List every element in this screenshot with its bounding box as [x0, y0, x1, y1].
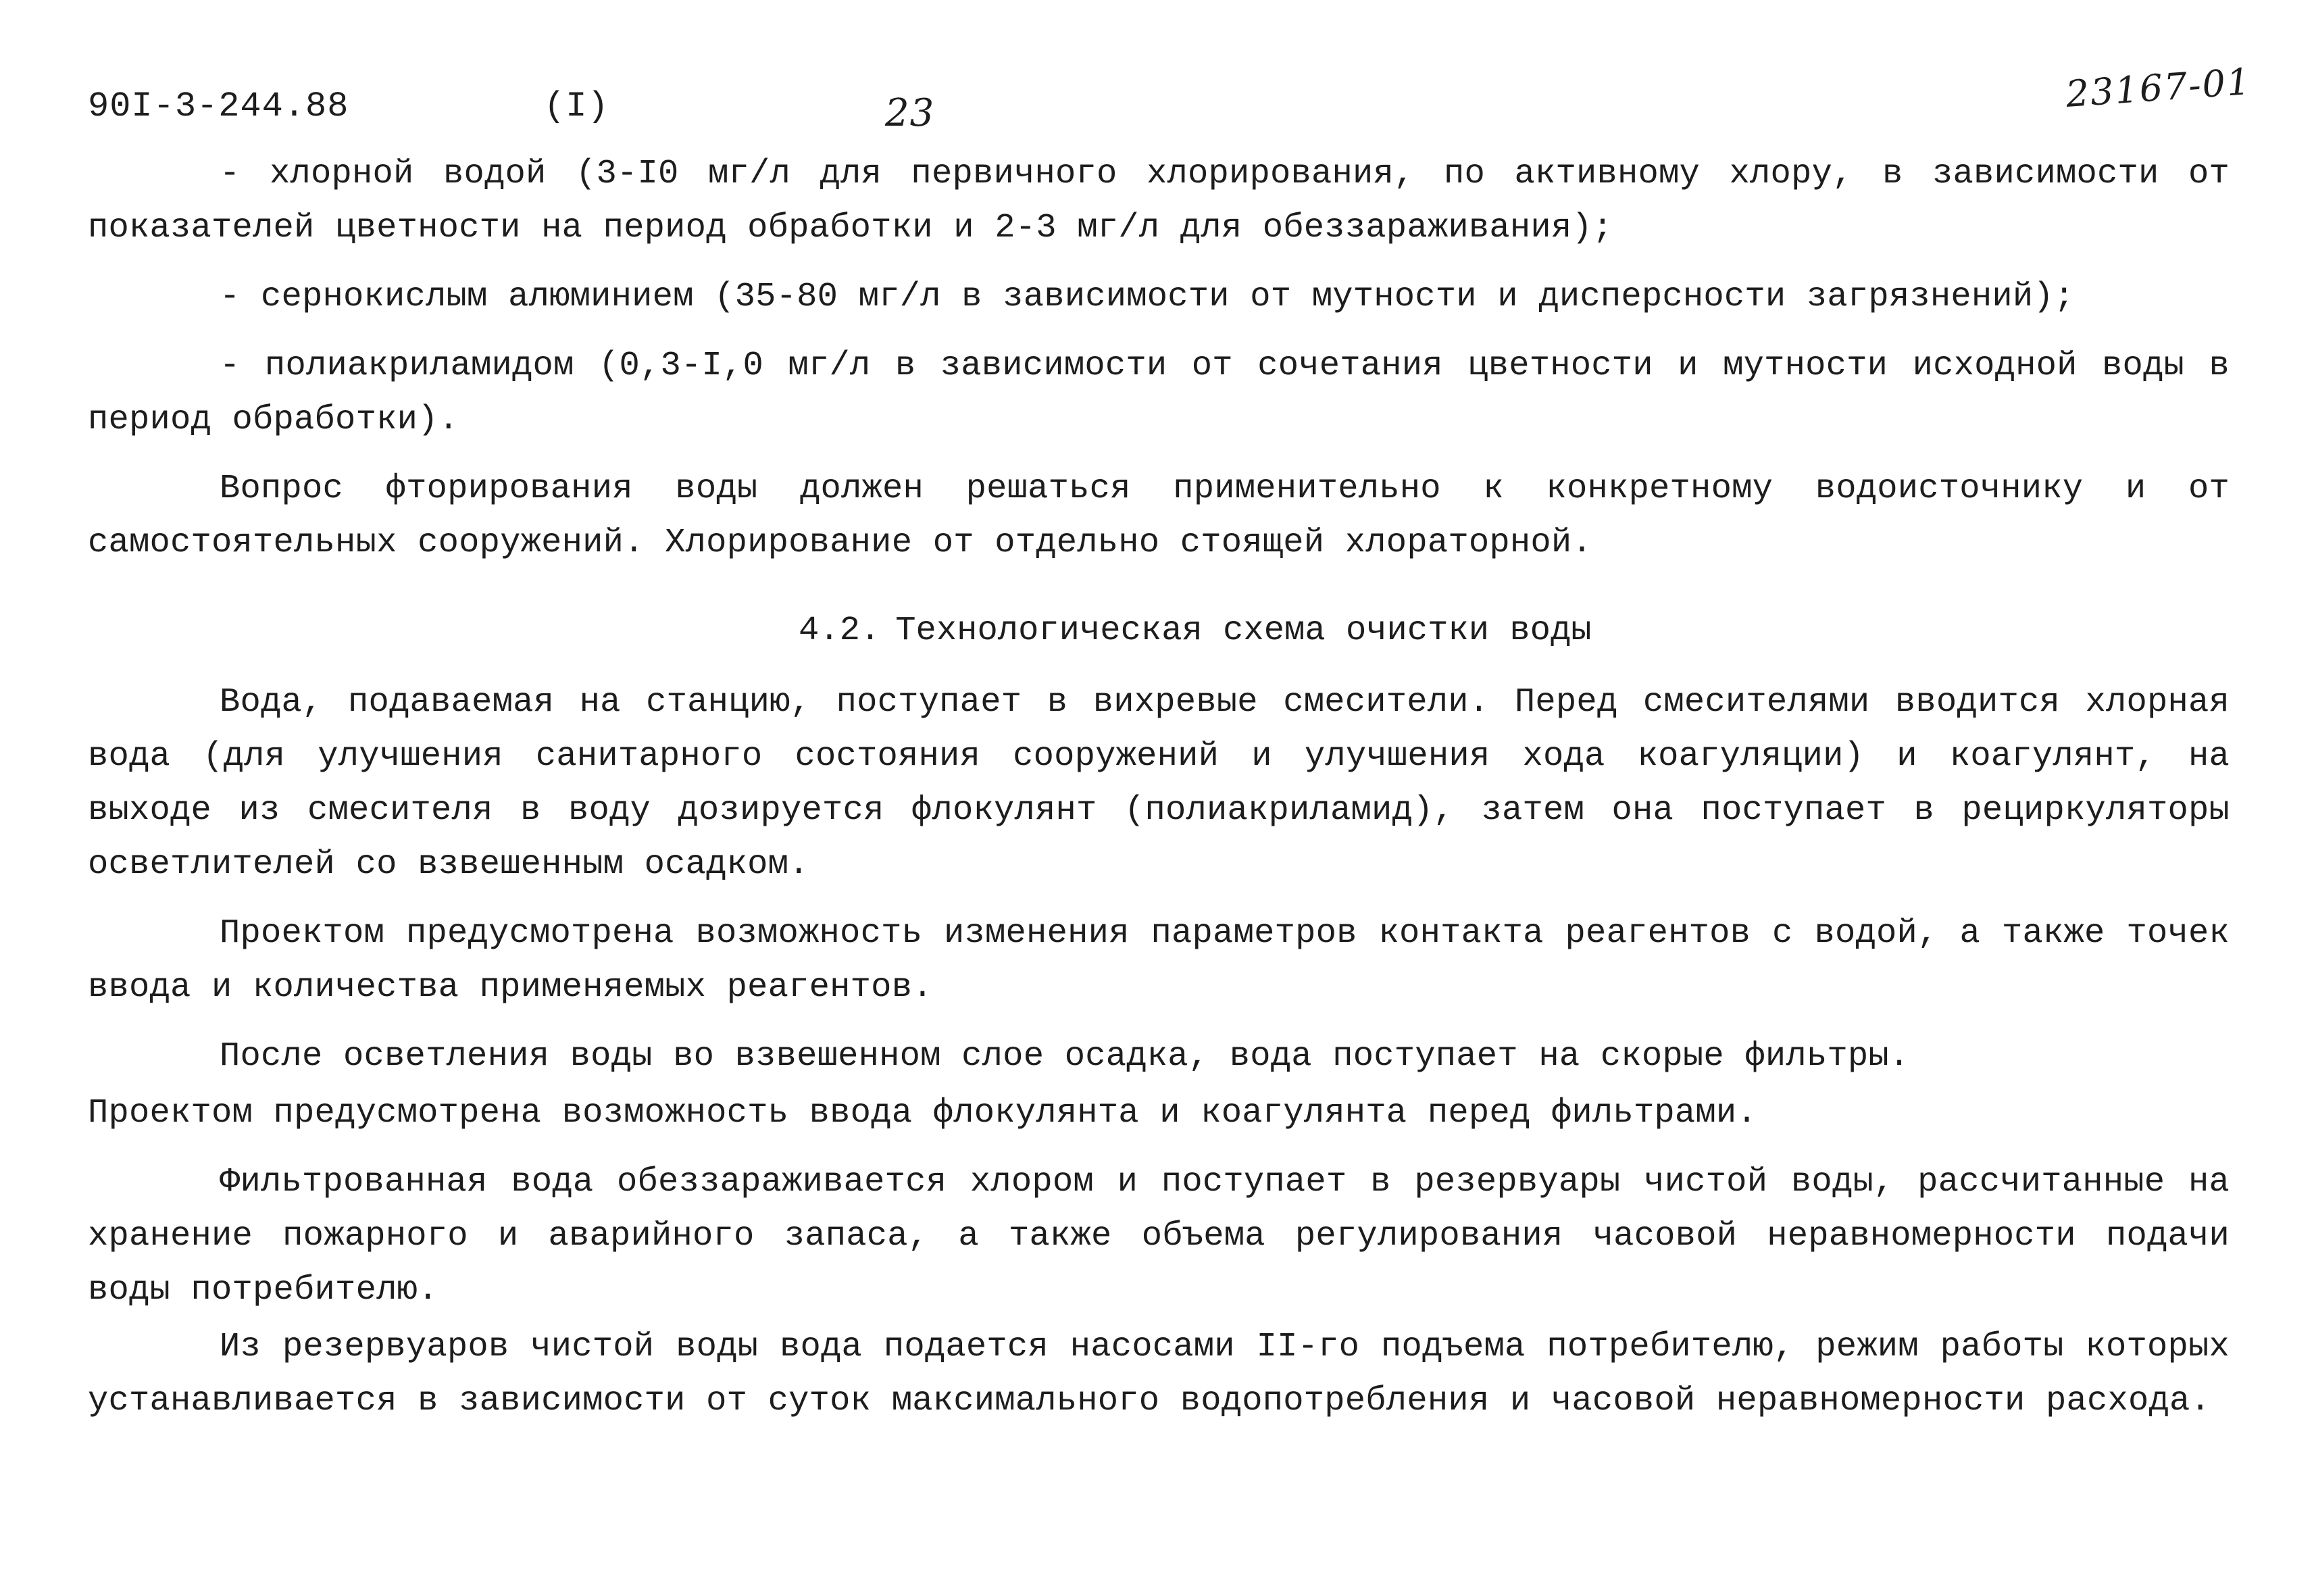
document-code: 90I-3-244.88	[88, 86, 349, 126]
section-title: Технологическая схема очистки воды	[895, 612, 1592, 650]
process-paragraph-disinfection: Фильтрованная вода обеззараживается хлором и поступает в резервуары чистой воды, рассчитанные на хранение пожарного и аварийного запаса, а также объема регулирования часовой неравномерности подачи воды потребителю.	[88, 1163, 2230, 1310]
page-number: 23	[885, 91, 935, 135]
fluoridation-paragraph: Вопрос фторирования воды должен решаться применительно к конкретному водоисточнику и от самостоятельных сооружений. Хлорирование от отдельно стоящей хлораторной.	[88, 470, 2230, 562]
process-paragraph-filters: После осветления воды во взвешенном слое осадка, вода поступает на скорые фильтры.	[220, 1037, 1910, 1076]
reagent-item-polyacrylamide: - полиакриламидом (0,3-I,0 мг/л в зависимости от сочетания цветности и мутности исходной воды в период обработки).	[88, 347, 2230, 439]
document-part: (I)	[544, 86, 609, 126]
reagent-item-chlorine: - хлорной водой (3-I0 мг/л для первичного хлорирования, по активному хлору, в зависимости от показателей цветности на период обработки и 2-3 мг/л для обеззараживания);	[88, 155, 2230, 247]
reagent-item-aluminium-sulfate: - сернокислым алюминием (35-80 мг/л в зависимости от мутности и дисперсности загрязнений);	[220, 278, 2075, 316]
process-paragraph-mixers: Вода, подаваемая на станцию, поступает в вихревые смесители. Перед смесителями вводится хлорная вода (для улучшения санитарного состояния сооружений и улучшения хода коагуляции) и коагулянт, на выходе из смесителя в воду дозируется флокулянт (полиакриламид), затем она поступает в рециркуляторы осветлителей со взвешенным осадком.	[88, 683, 2230, 884]
section-number: 4.2.	[799, 612, 881, 650]
process-paragraph-flocculant-before-filters: Проектом предусмотрена возможность ввода флокулянта и коагулянта перед фильтрами.	[88, 1094, 1757, 1132]
process-paragraph-reagent-parameters: Проектом предусмотрена возможность изменения параметров контакта реагентов с водой, а также точек ввода и количества применяемых реагентов.	[88, 914, 2230, 1007]
section-heading	[88, 604, 2230, 658]
document-body	[88, 147, 2230, 1428]
process-paragraph-pumps: Из резервуаров чистой воды вода подается насосами II-го подъема потребителю, режим работы которых устанавливается в зависимости от суток максимального водопотребления и часовой неравномерности расхода.	[88, 1328, 2230, 1420]
archive-number: 23167-01	[2064, 59, 2253, 116]
